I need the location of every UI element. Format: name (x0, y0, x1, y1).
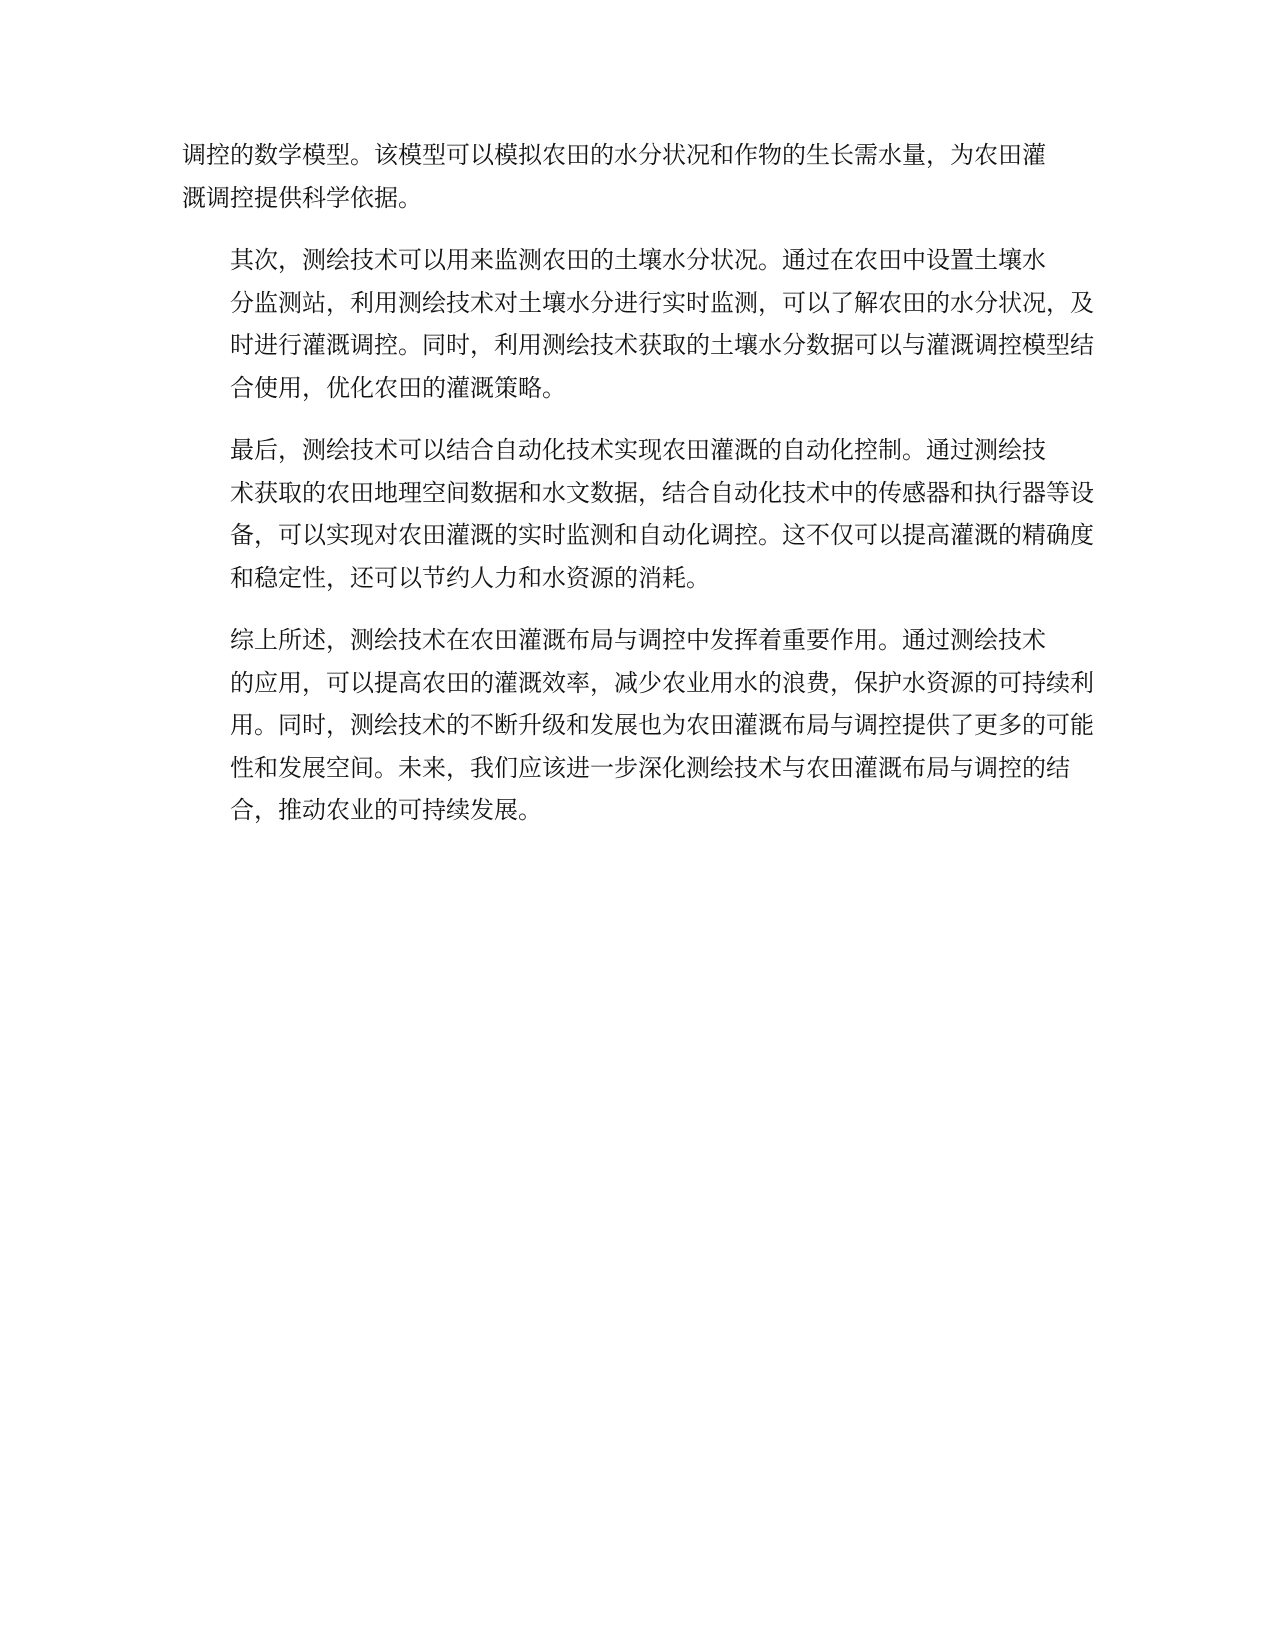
paragraph-line: 时进行灌溉调控。同时，利用测绘技术获取的土壤水分数据可以与灌溉调控模型结 (230, 331, 1094, 359)
paragraph-line: 综上所述，测绘技术在农田灌溉布局与调控中发挥着重要作用。通过测绘技术 (230, 626, 1046, 654)
document-body (182, 134, 1094, 852)
paragraph-line: 最后，测绘技术可以结合自动化技术实现农田灌溉的自动化控制。通过测绘技 (230, 436, 1046, 464)
paragraph-1 (182, 134, 1082, 219)
paragraph-line: 备，可以实现对农田灌溉的实时监测和自动化调控。这不仅可以提高灌溉的精确度 (230, 521, 1094, 549)
paragraph-line: 和稳定性，还可以节约人力和水资源的消耗。 (230, 563, 710, 592)
paragraph-line: 溉调控提供科学依据。 (182, 183, 422, 212)
paragraph-line: 术获取的农田地理空间数据和水文数据，结合自动化技术中的传感器和执行器等设 (230, 478, 1094, 507)
paragraph-2 (182, 239, 1094, 409)
paragraph-line: 性和发展空间。未来，我们应该进一步深化测绘技术与农田灌溉布局与调控的结 (230, 753, 1070, 782)
paragraph-3 (182, 429, 1094, 599)
paragraph-line: 合，推动农业的可持续发展。 (230, 796, 542, 824)
paragraph-line: 调控的数学模型。该模型可以模拟农田的水分状况和作物的生长需水量，为农田灌 (182, 141, 1046, 169)
paragraph-4 (182, 619, 1094, 832)
paragraph-line: 其次，测绘技术可以用来监测农田的土壤水分状况。通过在农田中设置土壤水 (230, 246, 1046, 274)
paragraph-line: 合使用，优化农田的灌溉策略。 (230, 373, 566, 402)
paragraph-line: 用。同时，测绘技术的不断升级和发展也为农田灌溉布局与调控提供了更多的可能 (230, 711, 1094, 739)
paragraph-line: 的应用，可以提高农田的灌溉效率，减少农业用水的浪费，保护水资源的可持续利 (230, 668, 1094, 697)
paragraph-line: 分监测站，利用测绘技术对土壤水分进行实时监测，可以了解农田的水分状况，及 (230, 288, 1094, 317)
